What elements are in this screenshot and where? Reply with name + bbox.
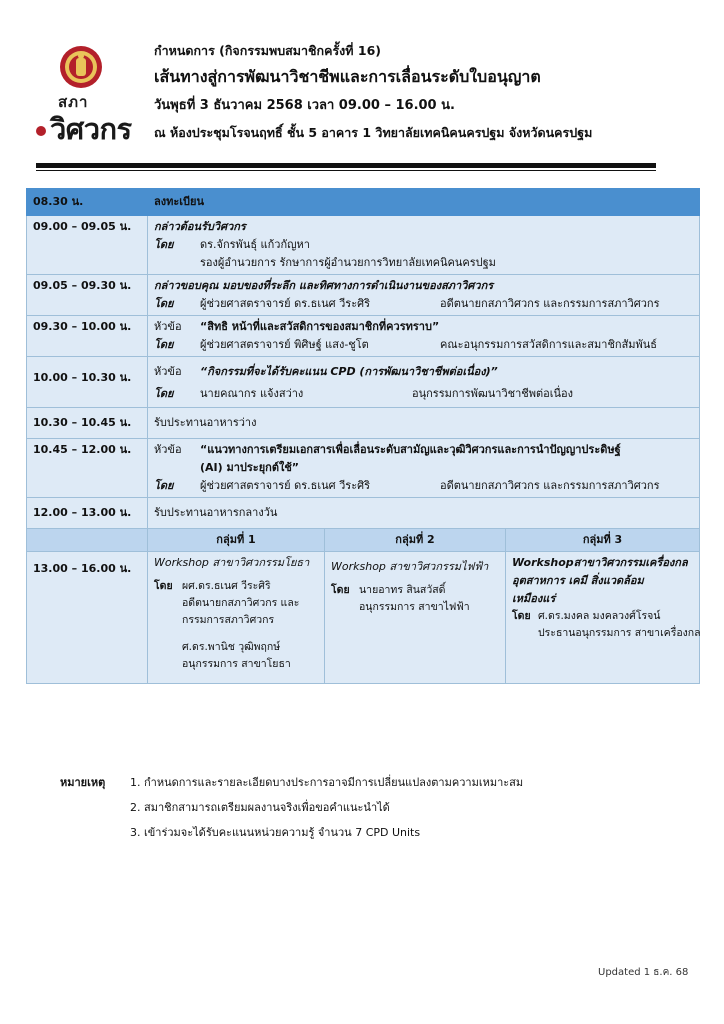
workshop-title-line2: อุตสาหการ เคมี สิ่งแวดล้อม [512,574,644,587]
activity-cell [148,439,700,498]
notes-section [60,770,523,845]
time-cell: 13.00 – 16.00 น. [27,552,148,684]
time-cell: 09.30 – 10.00 น. [27,316,148,357]
speaker-role: อนุกรรมการ สาขาโยธา [182,658,291,670]
program-title: เส้นทางสู่การพัฒนาวิชาชีพและการเลื่อนระดับใบอนุญาต [154,67,541,86]
activity-cell [148,316,700,357]
table-row [27,216,700,275]
speaker-name: ดร.จักรพันธุ์ แก้วกัญหา [200,238,310,251]
workshop-title-line3: เหมืองแร่ [512,592,556,605]
by-label: โดย [512,610,531,622]
speaker-name: ศ.ดร.พานิช วุฒิพฤกษ์ [182,641,281,653]
activity-title: “สิทธิ หน้าที่และสวัสดิการของสมาชิกที่ควรทราบ” [200,320,440,333]
workshop-title-line1: Workshopสาขาวิศวกรรมเครื่องกล [512,556,688,569]
table-row [27,408,700,439]
group-3-header: กลุ่มที่ 3 [506,529,700,552]
time-cell: 10.30 – 10.45 น. [27,408,148,439]
speaker-name: ผู้ช่วยศาสตราจารย์ ดร.ธเนศ วีระศิริ [200,479,371,492]
workshop-title: Workshop สาขาวิศวกรรมไฟฟ้า [331,560,489,573]
time-cell: 12.00 – 13.00 น. [27,498,148,529]
time-cell: 09.00 – 09.05 น. [27,216,148,275]
speaker-role: อนุกรรมการ สาขาไฟฟ้า [359,601,470,613]
speaker-role: อนุกรรมการพัฒนาวิชาชีพต่อเนื่อง [412,387,574,400]
table-row [27,316,700,357]
speaker-role: อดีตนายกสภาวิศวกร และกรรมการสภาวิศวกร [440,297,660,310]
table-row [27,357,700,408]
table-row [27,498,700,529]
group-header-row [27,529,700,552]
speaker-role: กรรมการสภาวิศวกร [182,614,275,626]
table-row [27,439,700,498]
speaker-role: ประธานอนุกรรมการ สาขาเครื่องกล [538,627,701,639]
by-label: โดย [154,479,174,492]
note-item: 2. สมาชิกสามารถเตรียมผลงานจริงเพื่อขอคำแนะนำได้ [130,801,390,814]
by-label: โดย [154,338,174,351]
group-1-header: กลุ่มที่ 1 [148,529,325,552]
program-date: วันพุธที่ 3 ธันวาคม 2568 เวลา 09.00 – 16.00 น. [154,98,455,113]
notes-list [60,770,523,845]
table-row [27,275,700,316]
council-logo [36,44,136,154]
document-header [0,0,724,180]
activity-cell [148,216,700,275]
logo-text-wisawakorn: วิศวกร [50,112,132,146]
speaker-name: นายคณากร แจ้งสว่าง [200,387,304,400]
by-label: โดย [154,297,174,310]
topic-label: หัวข้อ [154,365,182,378]
workshop-row [27,552,700,684]
program-venue: ณ ห้องประชุมโรจนฤทธิ์ ชั้น 5 อาคาร 1 วิทยาลัยเทคนิคนครปฐม จังหวัดนครปฐม [154,125,593,140]
speaker-name: ศ.ดร.มงคล มงคลวงศ์โรจน์ [538,610,661,622]
activity-cell [148,357,700,408]
activity-title: กล่าวขอบคุณ มอบของที่ระลึก และทิศทางการดำเนินงานของสภาวิศวกร [154,279,494,292]
header-divider-thin [36,170,656,171]
by-label: โดย [331,584,350,596]
group-2-header: กลุ่มที่ 2 [325,529,506,552]
time-cell: 10.45 – 12.00 น. [27,439,148,498]
notes-label: หมายเหตุ [60,776,106,789]
time-cell: 09.05 – 09.30 น. [27,275,148,316]
speaker-name: ผู้ช่วยศาสตราจารย์ พิศิษฐ์ แสง-ชูโต [200,338,369,351]
activity-title: กล่าวต้อนรับวิศวกร [154,220,246,233]
note-item: 1. กำหนดการและรายละเอียดบางประการอาจมีการเปลี่ยนแปลงตามความเหมาะสม [130,776,524,789]
speaker-role: อดีตนายกสภาวิศวกร และ [182,597,300,609]
activity-cell: รับประทานอาหารว่าง [148,408,700,439]
workshop-group-3 [506,552,700,684]
updated-stamp: Updated 1 ธ.ค. 68 [598,967,689,978]
speaker-name: ผศ.ดร.ธเนศ วีระศิริ [182,580,271,592]
speaker-role: คณะอนุกรรมการสวัสดิการและสมาชิกสัมพันธ์ [440,338,658,351]
topic-label: หัวข้อ [154,443,182,456]
speaker-role: รองผู้อำนวยการ รักษาการผู้อำนวยการวิทยาลัยเทคนิคนครปฐม [200,256,496,269]
workshop-group-2 [325,552,506,684]
note-item: 3. เข้าร่วมจะได้รับคะแนนหน่วยความรู้ จำนวน 7 CPD Units [130,826,421,839]
speaker-name: ผู้ช่วยศาสตราจารย์ ดร.ธเนศ วีระศิริ [200,297,371,310]
table-row [27,189,700,216]
activity-cell: ลงทะเบียน [148,189,700,216]
program-subtitle: กำหนดการ (กิจกรรมพบสมาชิกครั้งที่ 16) [154,43,381,58]
schedule-table [26,188,700,684]
header-text [154,40,714,146]
logo-text-sapha: สภา [58,93,89,111]
workshop-title: Workshop สาขาวิศวกรรมโยธา [154,556,310,569]
time-cell: 08.30 น. [27,189,148,216]
activity-title: “กิจกรรมที่จะได้รับคะแนน CPD (การพัฒนาวิชาชีพต่อเนื่อง)” [200,365,498,378]
activity-cell: รับประทานอาหารกลางวัน [148,498,700,529]
header-divider-thick [36,163,656,168]
by-label: โดย [154,387,174,400]
speaker-name: นายอาทร สินสวัสดิ์ [359,584,446,596]
topic-label: หัวข้อ [154,320,182,333]
logo-dot [36,126,46,136]
speaker-role: อดีตนายกสภาวิศวกร และกรรมการสภาวิศวกร [440,479,660,492]
group-blank-cell [27,529,148,552]
activity-title-line1: “แนวทางการเตรียมเอกสารเพื่อเลื่อนระดับสามัญและวุฒิวิศวกรและการนำปัญญาประดิษฐ์ [200,443,621,456]
activity-title-line2: (AI) มาประยุกต์ใช้” [200,461,300,474]
time-cell: 10.00 – 10.30 น. [27,357,148,408]
activity-cell [148,275,700,316]
by-label: โดย [154,238,174,251]
council-emblem-icon [58,44,104,90]
by-label: โดย [154,580,173,592]
workshop-group-1 [148,552,325,684]
